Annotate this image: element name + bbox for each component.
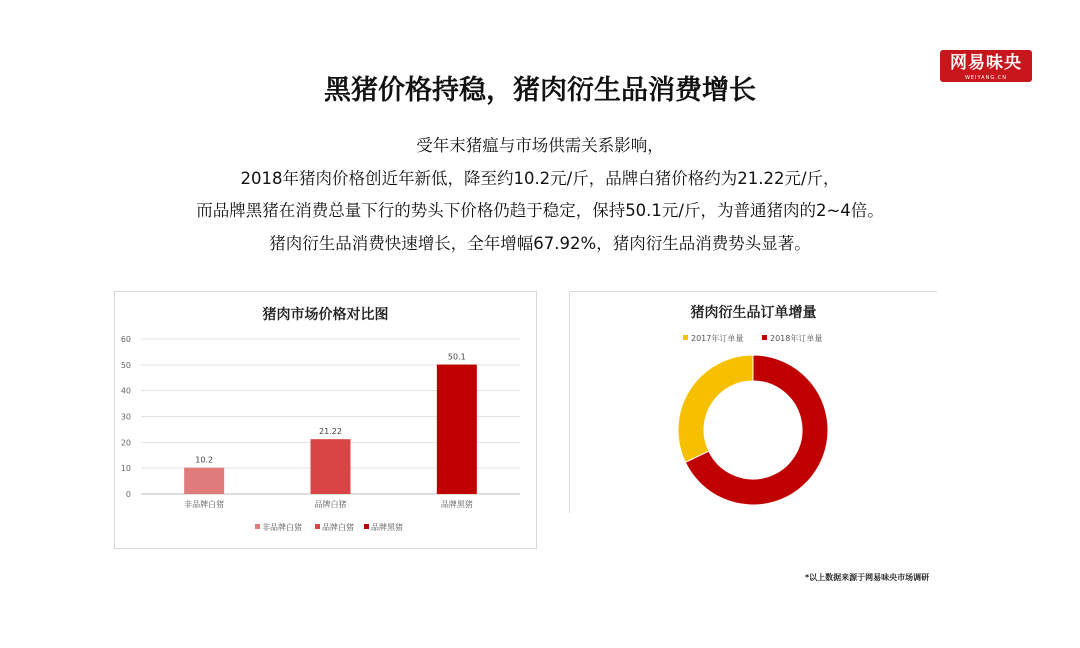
order-increment-chart-panel [569, 291, 937, 513]
y-tick-label: 50 [120, 360, 131, 370]
y-tick-label: 0 [125, 490, 131, 499]
donut-chart [570, 292, 937, 513]
summary-line: 猪肉衍生品消费快速增长，全年增幅67.92%，猪肉衍生品消费势头显著。 [269, 233, 811, 253]
legend-swatch [364, 524, 369, 529]
legend-label: 品牌黑猪 [371, 523, 403, 532]
legend-swatch [762, 335, 767, 340]
page-title: 黑猪价格持稳，猪肉衍生品消费增长 [324, 75, 756, 106]
brand-logo-subtext: WEIYANG.CN [964, 75, 1008, 81]
bar [311, 439, 351, 494]
x-tick-label: 品牌白猪 [314, 500, 347, 509]
donut-slice [678, 355, 753, 462]
y-tick-label: 60 [120, 335, 131, 344]
legend-label: 2017年订单量 [691, 334, 744, 343]
legend-swatch [255, 524, 260, 529]
bar-data-label: 10.2 [195, 455, 214, 465]
bar [184, 468, 224, 494]
data-source-footnote: *以上数据来源于网易味央市场调研 [805, 573, 930, 582]
legend-swatch [315, 524, 320, 529]
y-tick-label: 10 [120, 464, 131, 474]
x-tick-label: 非品牌白猪 [184, 500, 225, 509]
bar-data-label: 21.22 [319, 427, 342, 437]
legend-swatch [683, 335, 688, 340]
y-tick-label: 30 [120, 412, 131, 422]
bar-chart [115, 292, 536, 548]
y-tick-label: 20 [120, 438, 131, 448]
bar-chart-title: 猪肉市场价格对比图 [262, 307, 389, 323]
bar-data-label: 50.1 [447, 352, 466, 362]
brand-logo-text: 网易味央 [950, 53, 1022, 73]
summary-line: 而品牌黑猪在消费总量下行的势头下价格仍趋于稳定，保持50.1元/斤，为普通猪肉的2~4倍。 [196, 201, 884, 220]
legend-label: 品牌白猪 [322, 523, 354, 532]
legend-label: 2018年订单量 [770, 334, 823, 343]
price-comparison-chart-panel [114, 291, 537, 549]
summary-paragraph [0, 130, 1080, 260]
donut-chart-title: 猪肉衍生品订单增量 [690, 305, 817, 321]
x-tick-label: 品牌黑猪 [440, 500, 473, 509]
summary-line: 受年末猪瘟与市场供需关系影响， [416, 136, 664, 155]
legend-label: 非品牌白猪 [262, 523, 302, 532]
bar [437, 365, 477, 494]
summary-line: 2018年猪肉价格创近年新低，降至约10.2元/斤，品牌白猪价格约为21.22元/斤， [240, 168, 840, 188]
y-tick-label: 40 [120, 386, 131, 396]
